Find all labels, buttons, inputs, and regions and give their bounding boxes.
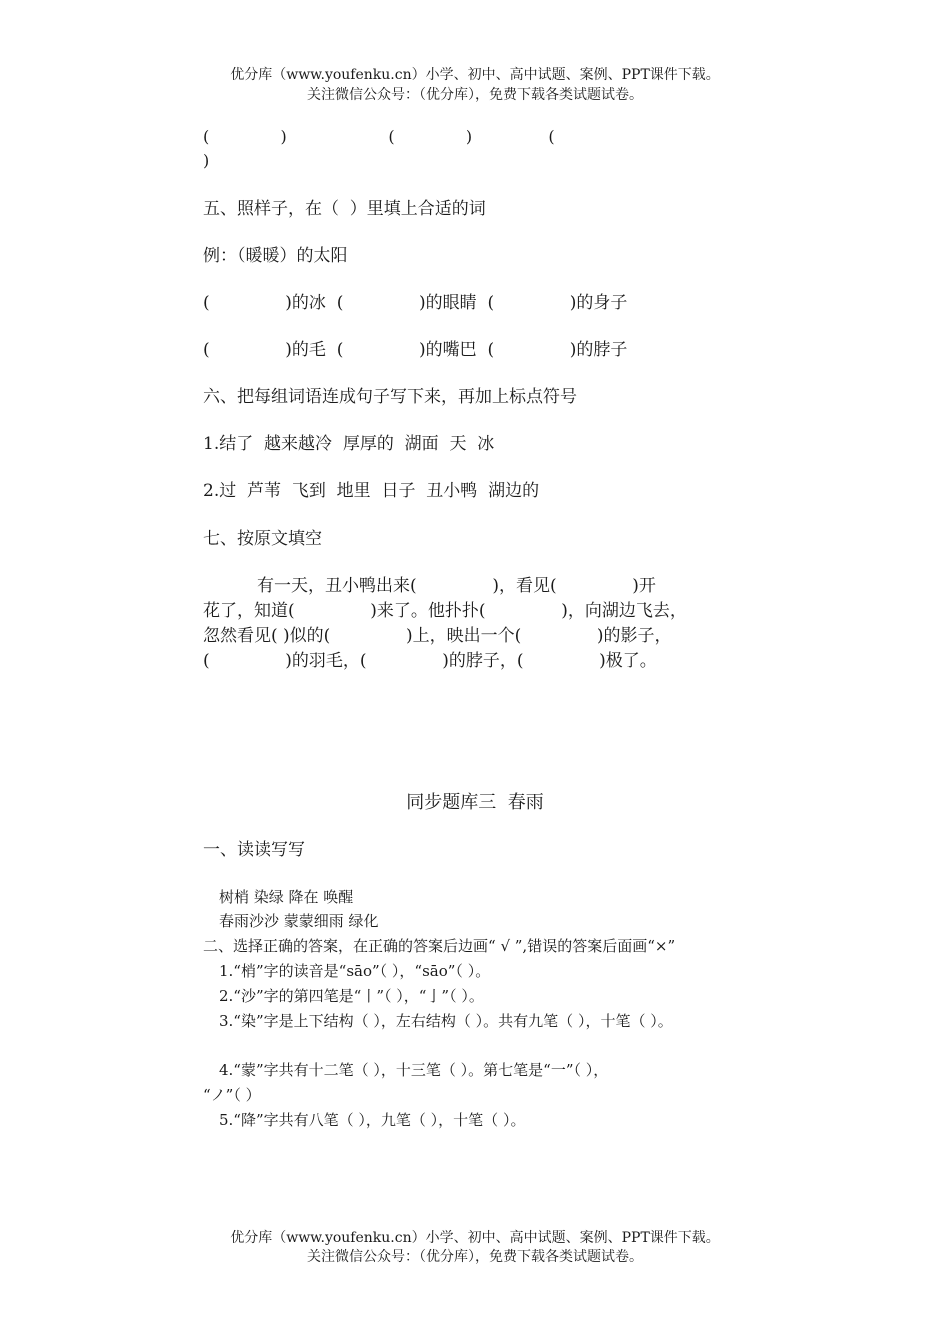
question-2: 2.“沙”字的第四笔是“丨”（ ），“亅”（ ）。 [219,987,484,1005]
section5-row-1: ( )的冰 ( )的眼睛 ( )的身子 [203,293,628,313]
section6-item-2: 2.过 芦苇 飞到 地里 日子 丑小鸭 湖边的 [203,481,540,501]
lesson-title: 同步题库三 春雨 [406,792,544,813]
section5-example: 例：（暖暖）的太阳 [203,246,348,266]
lesson-section2-heading: 二、选择正确的答案，在正确的答案后边画“ √ ”,错误的答案后面画“×” [203,937,676,955]
section7-paragraph-line-4: ( )的羽毛，( )的脖子，( )极了。 [203,651,657,671]
footer-line-1: 优分库（www.youfenku.cn）小学、初中、高中试题、案例、PPT课件下载。 [230,1230,720,1246]
top-blanks-line-2: ) [203,151,210,170]
section7-paragraph-line-2: 花了，知道( )来了。他扑扑( )，向湖边飞去， [203,601,687,621]
footer-line-2: 关注微信公众号：（优分库），免费下载各类试题试卷。 [307,1249,643,1265]
section5-row-2: ( )的毛 ( )的嘴巴 ( )的脖子 [203,340,628,360]
lesson-section1-heading: 一、读读写写 [203,840,305,860]
lesson-words-line-2: 春雨沙沙 蒙蒙细雨 绿化 [219,912,379,930]
section7-heading: 七、按原文填空 [203,529,322,549]
section6-item-1: 1.结了 越来越冷 厚厚的 湖面 天 冰 [203,434,495,454]
question-4-line-2: “ノ”（ ） [203,1086,261,1104]
section7-paragraph-line-3: 忽然看见( )似的( )上，映出一个( )的影子， [203,626,672,646]
question-1: 1.“梢”字的读音是“sāo”（ ），“sāo”（ ）。 [219,962,491,980]
question-4-line-1: 4.“蒙”字共有十二笔（ ），十三笔（ ）。第七笔是“一”（ ）， [219,1061,609,1079]
header-line-1: 优分库（www.youfenku.cn）小学、初中、高中试题、案例、PPT课件下载。 [230,67,720,83]
question-5: 5.“降”字共有八笔（ ），九笔（ ），十笔（ ）。 [219,1111,526,1129]
header-line-2: 关注微信公众号：（优分库），免费下载各类试题试卷。 [307,87,643,103]
lesson-words-line-1: 树梢 染绿 降在 唤醒 [219,888,354,906]
section6-heading: 六、把每组词语连成句子写下来，再加上标点符号 [203,387,577,407]
section5-heading: 五、照样子，在（ ）里填上合适的词 [203,199,486,219]
section7-paragraph-line-1: 有一天，丑小鸭出来( )，看见( )开 [203,576,656,596]
top-blanks-line-1: ( ) ( ) ( [203,127,555,146]
question-3: 3.“染”字是上下结构（ ），左右结构（ ）。共有九笔（ ），十笔（ ）。 [219,1012,673,1030]
